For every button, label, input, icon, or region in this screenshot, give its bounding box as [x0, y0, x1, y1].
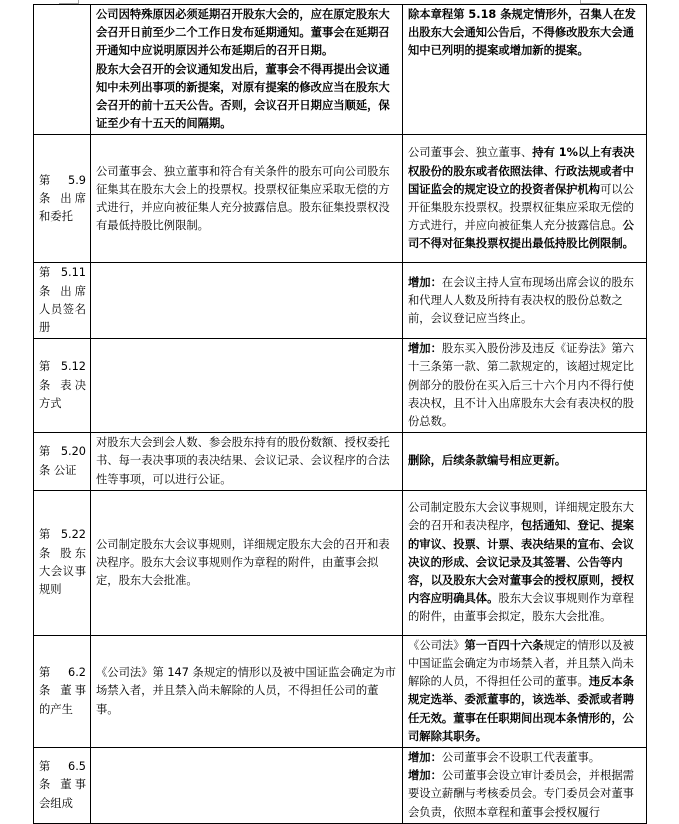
articles-comparison-table	[33, 4, 647, 824]
bold-text-run: 持有 1%以上有表决权股份的股东或者依照法律、行政法规或者中国证监会的规定设立的投资者保护机构	[408, 146, 635, 196]
bold-text-run: 增加：	[408, 275, 442, 289]
table-row	[34, 635, 647, 747]
text-run: 《公司法》	[408, 638, 465, 652]
revised-text-cell	[403, 433, 647, 491]
bold-text-run: 删除，后续条款编号相应更新。	[408, 454, 567, 468]
article-cell: 第 5.12 条 表决方式	[34, 339, 91, 433]
original-text-cell	[91, 339, 403, 433]
revised-text-cell	[403, 263, 647, 339]
original-text-cell	[91, 433, 403, 491]
text-run: 公司董事会设立审计委员会，并根据需要设立薪酬与考核委员会。专门委员会对董事会负责，依照本章程和董事会授权履行	[408, 769, 634, 819]
original-text-cell	[91, 490, 403, 635]
bold-text-run: 第一百四十六条	[464, 638, 544, 652]
revised-text-cell	[403, 635, 647, 747]
original-text-cell	[91, 748, 403, 824]
bold-text-run: 增加：	[408, 342, 442, 356]
table-row	[34, 263, 647, 339]
article-cell: 第 5.22 条 股东大会议事规则	[34, 490, 91, 635]
table-row	[34, 5, 647, 135]
article-cell: 第 6.2 条 董事的产生	[34, 635, 91, 747]
text-run: 可以公开征集股东投票权。投票权征集应采取无偿的方式进行，并应向被征集人充分披露信息。	[408, 182, 634, 233]
text-run: 《公司法》第 147 条规定的情形以及被中国证监会确定为市场禁入者，并且禁入尚未解除的人员，不得担任公司的董事。	[96, 666, 396, 716]
text-run: 对股东大会到会人数、参会股东持有的股份数额、授权委托书、每一表决事项的表决结果、会议记录、会议程序的合法性等事项，可以进行公证。	[96, 436, 390, 486]
revised-text-cell	[403, 5, 647, 135]
article-cell	[34, 5, 91, 135]
bold-text-run: 违反本条规定选举、委派董事的，该选举、委派或者聘任无效。董事在任职期间出现本条情形的，公司解除其职务。	[408, 675, 634, 743]
revised-text-cell	[403, 339, 647, 433]
revised-text-cell	[403, 748, 647, 824]
table-row	[34, 433, 647, 491]
table-row	[34, 490, 647, 635]
bold-text-run: 增加：	[408, 769, 442, 783]
revised-text-cell	[403, 490, 647, 635]
article-cell: 第 5.11 条 出席人员签名册	[34, 263, 91, 339]
text-run: 公司制定股东大会议事规则，详细规定股东大会的召开和表决程序。股东大会议事规则作为章程的附件，由董事会拟定，股东大会批准。	[96, 537, 390, 587]
table-row	[34, 339, 647, 433]
text-run: 公司董事会、独立董事和符合有关条件的股东可向公司股东征集其在股东大会上的投票权。投票权征集应采取无偿的方式进行，并应向被征集人充分披露信息。股东征集投票权没有最低持股比例限制。	[96, 164, 390, 233]
original-text-cell	[91, 263, 403, 339]
article-cell: 第 5.20 条 公证	[34, 433, 91, 491]
bold-text-run: 公司不得对征集投票权提出最低持股比例限制。	[408, 219, 634, 251]
text-run: 公司制定股东大会议事规则，详细规定股东大会的召开和表决程序，	[408, 501, 634, 533]
text-run: 公司董事会、独立董事、	[408, 146, 533, 160]
table-row	[34, 135, 647, 263]
revised-text-cell	[403, 135, 647, 263]
article-cell: 第 5.9 条 出席和委托	[34, 135, 91, 263]
table-row	[34, 748, 647, 824]
bold-text-run: 公司因特殊原因必须延期召开股东大会的，应在原定股东大会召开日前至少二个工作日发布延期通知。董事会在延期召开通知中应说明原因并公布延期后的召开日期。	[96, 8, 390, 58]
original-text-cell	[91, 5, 403, 135]
text-run: 股东买入股份涉及违反《证券法》第六十三条第一款、第二款规定的，该超过规定比例部分的股份在买入后三十六个月内不得行使表决权，且不计入出席股东大会有表决权的股份总数。	[408, 342, 634, 429]
text-run: 股东大会议事规则作为章程的附件，由董事会拟定，股东大会批准。	[408, 592, 634, 624]
bold-text-run: 股东大会召开的会议通知发出后，董事会不得再提出会议通知中未列出事项的新提案，对原有提案的修改应当在股东大会召开的前十五天公告。否则，会议召开日期应当顺延，保证至少有十五天的间隔期。	[96, 62, 390, 131]
bold-text-run: 除本章程第 5.18 条规定情形外，召集人在发出股东大会通知公告后，不得修改股东大会通知中已列明的提案或增加新的提案。	[408, 8, 636, 58]
table-body	[34, 5, 647, 824]
text-run: 规定的情形以及被中国证监会确定为市场禁入者，并且禁入尚未解除的人员，不得担任公司的董事。	[408, 638, 634, 689]
original-text-cell	[91, 635, 403, 747]
bold-text-run: 包括通知、登记、提案的审议、投票、计票、表决结果的宣布、会议决议的形成、会议记录及其签署、公告等内容，以及股东大会对董事会的授权原则，授权内容应明确具体。	[408, 519, 634, 606]
text-run: 公司董事会不设职工代表董事。	[441, 751, 601, 765]
text-run: 在会议主持人宣布现场出席会议的股东和代理人人数及所持有表决权的股份总数之前，会议登记应当终止。	[408, 275, 634, 325]
bold-text-run: 增加：	[408, 751, 442, 765]
original-text-cell	[91, 135, 403, 263]
article-cell: 第 6.5 条 董事会组成	[34, 748, 91, 824]
